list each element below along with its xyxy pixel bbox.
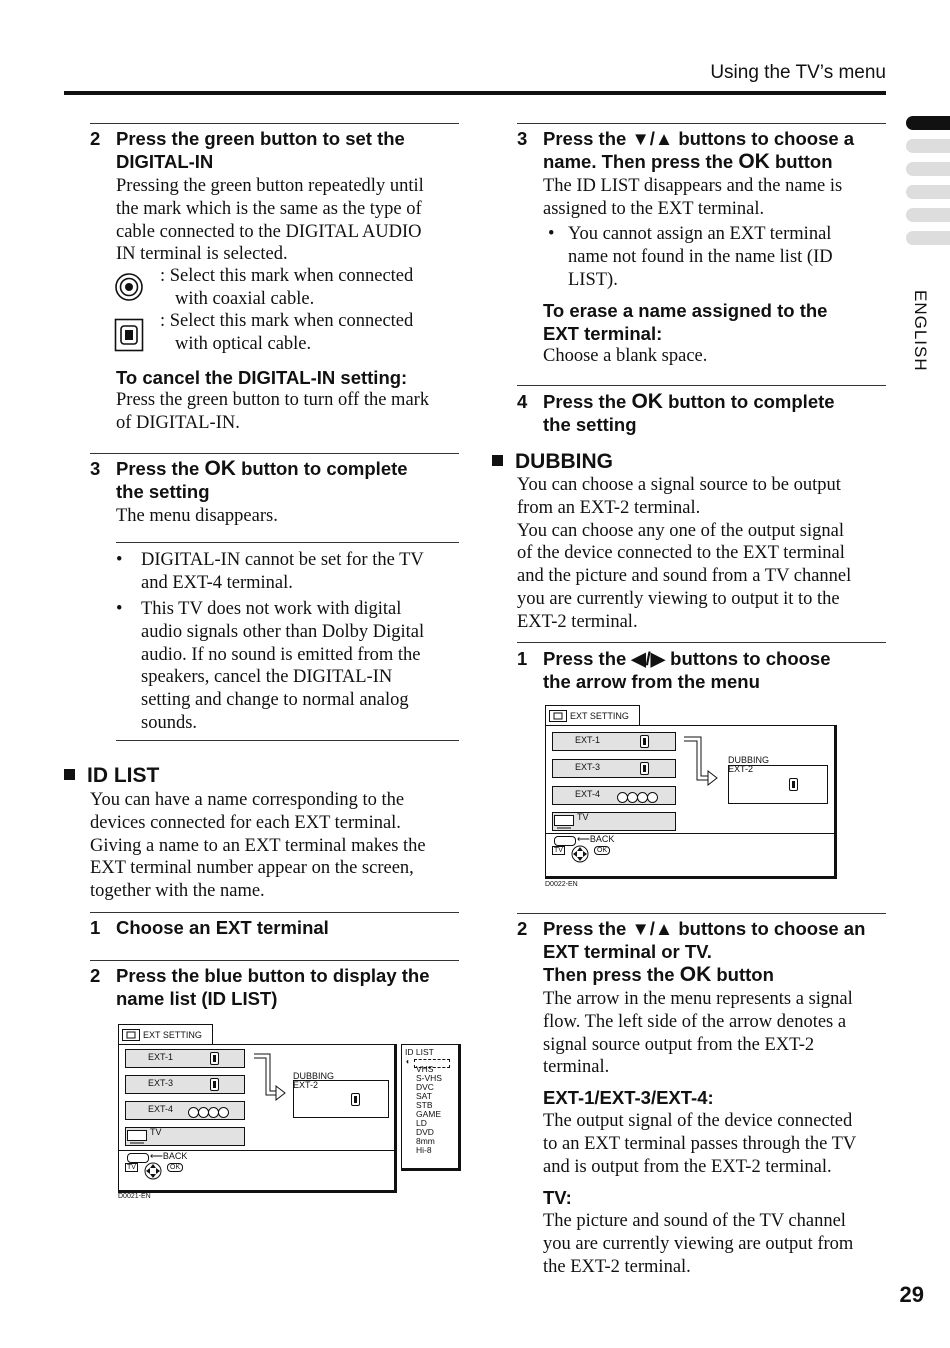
id-list-item: DVD (416, 1127, 434, 1137)
ext3-row (552, 759, 676, 778)
body-line: with coaxial cable. (175, 288, 315, 309)
cancel-digital-in-body (116, 389, 466, 435)
erase-name-heading (543, 299, 827, 345)
ext4-row (552, 786, 676, 805)
step-title-line: Press the blue button to display the (116, 965, 430, 986)
tv-row (552, 812, 676, 831)
body-line: together with the name. (90, 881, 265, 902)
body-line: to an EXT terminal passes through the TV (543, 1133, 857, 1154)
optical-description (160, 310, 460, 356)
down-up-arrow-icon: ▼/▲ (631, 918, 674, 939)
back-label: ⟵BACK (150, 1151, 188, 1161)
tv-row (125, 1127, 245, 1146)
ok-button-icon: OK (594, 846, 610, 855)
page-number: 29 (899, 1282, 924, 1307)
dubbing-body (517, 474, 897, 634)
step-title-part: button to complete (235, 458, 408, 479)
tv-button-icon: TV (127, 1164, 136, 1171)
note-line: You cannot assign an EXT terminal (568, 224, 832, 244)
chapter-tabs (906, 116, 950, 254)
id-list-item: VHS (416, 1064, 434, 1074)
ext4-row (125, 1101, 245, 1120)
body-line: : Select this mark when connected (160, 266, 414, 286)
note-line: DIGITAL-IN cannot be set for the TV (141, 550, 424, 570)
rca-icon (647, 792, 658, 803)
connector-icon (549, 710, 567, 722)
step-title-line: the setting (543, 414, 637, 435)
right-step-3-body (543, 175, 888, 221)
figure-code: D0022-EN (545, 881, 578, 888)
body-line: EXT-2 terminal. (517, 611, 638, 632)
row-label: EXT-4 (575, 789, 601, 799)
step-title-line: the arrow from the menu (543, 671, 760, 692)
ext-terminals-body (543, 1110, 888, 1178)
ext-setting-screen-id-list (118, 1024, 463, 1204)
scart-icon (640, 735, 649, 748)
dpad-icon (566, 844, 594, 864)
dubbing-line: EXT-2 (293, 1080, 319, 1090)
step-number: 2 (517, 918, 528, 939)
row-label: EXT-1 (148, 1052, 174, 1062)
body-line: The picture and sound of the TV channel (543, 1211, 846, 1231)
step-number: 3 (90, 458, 101, 479)
ext1-row (125, 1049, 245, 1068)
body-line: with optical cable. (175, 333, 312, 354)
sub-line: To erase a name assigned to the (543, 300, 828, 321)
step-number: 1 (90, 917, 101, 938)
body-line: EXT terminal number appear on the screen, (90, 858, 414, 879)
ext1-row (552, 732, 676, 751)
body-line: signal source output from the EXT-2 (543, 1034, 815, 1055)
step-title-line: DIGITAL-IN (116, 151, 214, 172)
step-divider (517, 123, 886, 124)
ok-glyph: OK (631, 390, 663, 413)
step-title-part: buttons to choose an (673, 918, 866, 939)
note-line: name not found in the name list (ID (568, 246, 833, 267)
row-label: EXT-3 (148, 1078, 174, 1088)
header-rule (64, 91, 886, 95)
chapter-tab (906, 231, 950, 245)
id-list-item: 8mm (416, 1136, 435, 1146)
dubbing-box (293, 1080, 389, 1118)
body-line: IN terminal is selected. (116, 244, 288, 265)
chapter-tab (906, 139, 950, 153)
tv-body (543, 1210, 888, 1278)
body-line: terminal. (543, 1057, 610, 1078)
connector-icon (122, 1029, 140, 1041)
ext-terminals-heading: EXT-1/EXT-3/EXT-4: (543, 1087, 714, 1108)
dubbing-line: EXT-2 (728, 764, 754, 774)
id-list-item: GAME (416, 1109, 442, 1119)
step-divider (517, 385, 886, 386)
step-divider (517, 913, 886, 914)
step-number: 1 (517, 648, 528, 669)
body-line: cable connected to the DIGITAL AUDIO (116, 221, 422, 242)
id-list-item: SAT (416, 1091, 432, 1101)
figure-code: D0021-EN (118, 1193, 151, 1200)
row-label: TV (577, 812, 589, 822)
dubbing-line: DUBBING (728, 755, 770, 765)
scart-icon (210, 1052, 219, 1065)
body-line: assigned to the EXT terminal. (543, 198, 765, 219)
step-title-part: Press the (116, 458, 205, 479)
id-list-title: ID LIST (405, 1047, 434, 1057)
language-label: ENGLISH (911, 290, 930, 372)
body-line: Pressing the green button repeatedly until (116, 176, 424, 196)
tv-heading: TV: (543, 1187, 572, 1208)
step-title-line: name list (ID LIST) (116, 988, 278, 1009)
step-divider (90, 912, 459, 913)
step-divider (517, 642, 886, 643)
notes-divider (116, 542, 459, 543)
id-list-heading (64, 764, 159, 788)
note-line: LIST). (568, 269, 618, 290)
id-list-item: DVC (416, 1082, 434, 1092)
body-line: the EXT-2 terminal. (543, 1256, 691, 1277)
body-line: of the device connected to the EXT terminal (517, 543, 845, 564)
id-list-items (416, 1065, 442, 1155)
chapter-tab (906, 162, 950, 176)
scart-icon (210, 1078, 219, 1091)
dubbing-heading (492, 450, 613, 474)
step-title-part: name. Then press the (543, 151, 739, 172)
flow-arrow-icon (252, 1053, 292, 1103)
screen-frame (118, 1044, 397, 1193)
ok-glyph: OK (738, 150, 770, 173)
body-line: : Select this mark when connected (160, 311, 414, 331)
chapter-tab (906, 208, 950, 222)
section-title: DUBBING (515, 450, 613, 473)
ext-setting-tab (118, 1024, 213, 1045)
body-line: The ID LIST disappears and the name is (543, 176, 843, 196)
row-label: EXT-4 (148, 1104, 174, 1114)
id-list-item: S-VHS (416, 1073, 442, 1083)
body-line: You can choose any one of the output signal (517, 520, 844, 541)
tv-button-icon: TV (554, 847, 563, 854)
step-number: 2 (90, 965, 101, 986)
body-line: you are currently viewing are output from (543, 1233, 854, 1254)
step-divider (90, 960, 459, 961)
step-title-part: button (769, 151, 833, 172)
body-line: flow. The left side of the arrow denotes a (543, 1011, 847, 1032)
dubbing-step-2-body (543, 988, 888, 1079)
ext-setting-tab (545, 705, 640, 726)
step-title-part: Press the (543, 391, 632, 412)
step-number: 4 (517, 391, 528, 412)
id-list-item: Hi-8 (416, 1145, 432, 1155)
step-title-line: EXT terminal or TV. (543, 941, 712, 962)
step-title-part: Then press the (543, 964, 680, 985)
body-line: devices connected for each EXT terminal. (90, 812, 401, 833)
step-title-part: Press the (543, 918, 632, 939)
chapter-tab (906, 185, 950, 199)
ext-setting-screen-dubbing (545, 705, 845, 890)
tv-icon (554, 815, 574, 829)
screen-tab-label: EXT SETTING (143, 1030, 202, 1040)
body-line: the mark which is the same as the type of (116, 198, 422, 219)
ok-button-icon: OK (167, 1163, 183, 1172)
dubbing-box (728, 765, 828, 804)
step-title-line: Choose an EXT terminal (116, 917, 329, 938)
id-list-item: LD (416, 1118, 427, 1128)
id-list-item: STB (416, 1100, 433, 1110)
cancel-digital-in-heading: To cancel the DIGITAL-IN setting: (116, 367, 408, 388)
dubbing-line: DUBBING (293, 1071, 335, 1081)
step-title-part: button (711, 964, 774, 985)
screen-frame (545, 725, 837, 879)
back-text: BACK (589, 834, 615, 844)
body-line: from an EXT-2 terminal. (517, 497, 701, 518)
step-title-part: buttons to choose (665, 648, 831, 669)
down-up-arrow-icon: ▼/▲ (631, 128, 674, 149)
body-line: Giving a name to an EXT terminal makes the (90, 835, 426, 856)
step-divider (90, 453, 459, 454)
body-line: and is output from the EXT-2 terminal. (543, 1156, 832, 1177)
step-title-part: buttons to choose a (673, 128, 855, 149)
back-label: ⟵BACK (577, 834, 615, 844)
note-line: speakers, cancel the DIGITAL-IN (141, 667, 393, 688)
rca-icon (218, 1107, 229, 1118)
back-text: BACK (162, 1151, 188, 1161)
id-list-body (90, 789, 470, 903)
erase-name-body: Choose a blank space. (543, 346, 708, 366)
notes-divider (116, 740, 459, 741)
step-3-body: The menu disappears. (116, 506, 278, 526)
row-label: EXT-3 (575, 762, 601, 772)
step-divider (90, 123, 459, 124)
step-title-line: Press the green button to set the (116, 128, 405, 149)
section-title: ID LIST (87, 764, 160, 787)
note-line: sounds. (141, 712, 198, 733)
chapter-tab-active (906, 116, 950, 130)
step-2-body (116, 175, 466, 266)
step-number: 3 (517, 128, 528, 149)
step-number: 2 (90, 128, 101, 149)
scart-icon (640, 762, 649, 775)
step-title-part: button to complete (662, 391, 835, 412)
flow-arrow-icon (682, 736, 724, 788)
coaxial-icon (114, 272, 144, 302)
note-line: audio signals other than Dolby Digital (141, 621, 425, 642)
body-line: you are currently viewing to output it to the (517, 588, 840, 609)
dpad-icon (139, 1161, 167, 1181)
body-line: You can have a name corresponding to the (90, 790, 405, 810)
note-line: setting and change to normal analog (141, 690, 409, 711)
coaxial-description (160, 265, 460, 311)
optical-icon (114, 318, 144, 352)
screen-tab-label: EXT SETTING (570, 711, 629, 721)
scart-icon (351, 1093, 360, 1106)
step-title-part: Press the (543, 128, 632, 149)
row-label: TV (150, 1127, 162, 1137)
body-line: of DIGITAL-IN. (116, 412, 240, 433)
ok-glyph: OK (204, 457, 236, 480)
body-line: The output signal of the device connected (543, 1111, 853, 1131)
sub-line: EXT terminal: (543, 323, 663, 344)
note-line: This TV does not work with digital (141, 599, 402, 619)
body-line: and the picture and sound from a TV channel (517, 566, 852, 587)
body-line: You can choose a signal source to be output (517, 475, 841, 495)
step-title-line: the setting (116, 481, 210, 502)
selection-icon: ◖ (405, 1057, 410, 1066)
body-line: The arrow in the menu represents a signal (543, 989, 853, 1009)
ext3-row (125, 1075, 245, 1094)
left-right-arrow-icon: ◀/▶ (631, 648, 666, 669)
tv-icon (127, 1130, 147, 1144)
id-list-panel (401, 1044, 461, 1171)
scart-icon (789, 778, 798, 791)
note-line: audio. If no sound is emitted from the (141, 644, 421, 665)
note-line: and EXT-4 terminal. (141, 572, 293, 593)
page-header-title: Using the TV’s menu (710, 62, 886, 83)
step-title-part: Press the (543, 648, 632, 669)
ok-glyph: OK (679, 963, 712, 986)
row-label: EXT-1 (575, 735, 601, 745)
body-line: Press the green button to turn off the mark (116, 390, 430, 410)
